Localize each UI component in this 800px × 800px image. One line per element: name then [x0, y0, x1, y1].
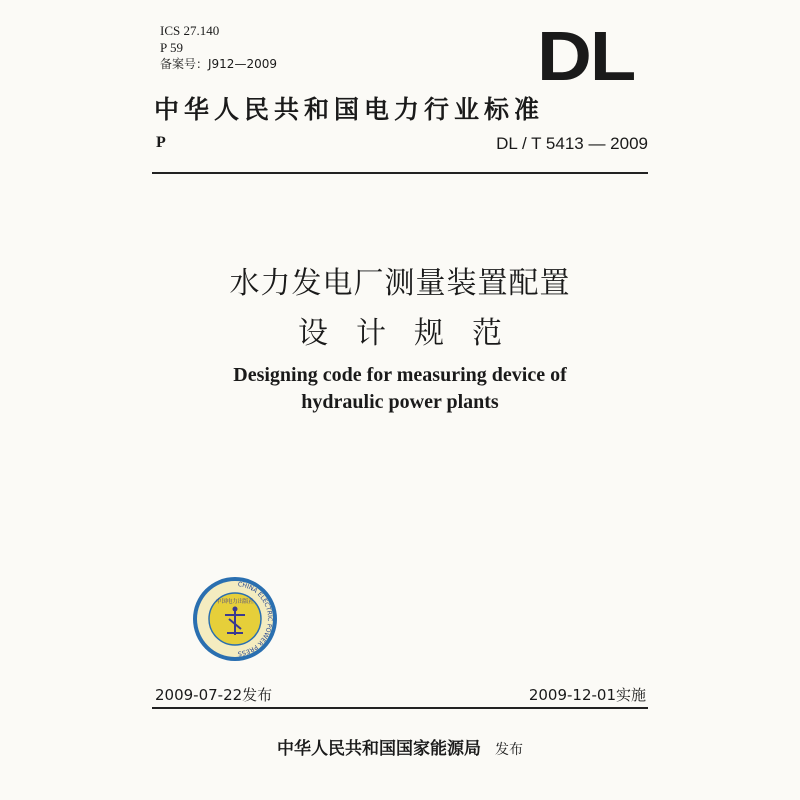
top-divider	[152, 172, 648, 174]
publisher-name: 中华人民共和国国家能源局	[277, 739, 481, 759]
category-code: P 59	[160, 40, 183, 55]
publisher-suffix: 发布	[495, 742, 523, 758]
seal-outer-text: CHINA ELECTRIC POWER PRESS	[237, 581, 274, 657]
title-en-line-2: hydraulic power plants	[301, 391, 499, 413]
title-en-line-1: Designing code for measuring device of	[233, 364, 567, 386]
record-number: 备案号：J912—2009	[160, 57, 277, 71]
seal-inner-text: 中国电力出版社	[216, 599, 254, 605]
metadata-block	[160, 22, 277, 73]
ics-code: ICS 27.140	[160, 23, 220, 38]
classification-letter: P	[156, 134, 166, 151]
industry-standard-title: 中华人民共和国电力行业标准	[154, 95, 545, 124]
dl-logo: DL	[537, 17, 635, 96]
title-zh-line-1: 水力发电厂测量装置配置	[229, 266, 571, 301]
release-date: 2009-07-22发布	[155, 686, 273, 704]
standard-code: DL / T 5413 — 2009	[496, 134, 648, 153]
implementation-date: 2009-12-01实施	[528, 686, 646, 704]
bottom-divider	[152, 707, 648, 709]
publisher-seal-icon	[191, 575, 279, 663]
publisher-line	[0, 734, 800, 759]
title-zh-line-2: 设计规范	[298, 316, 530, 351]
